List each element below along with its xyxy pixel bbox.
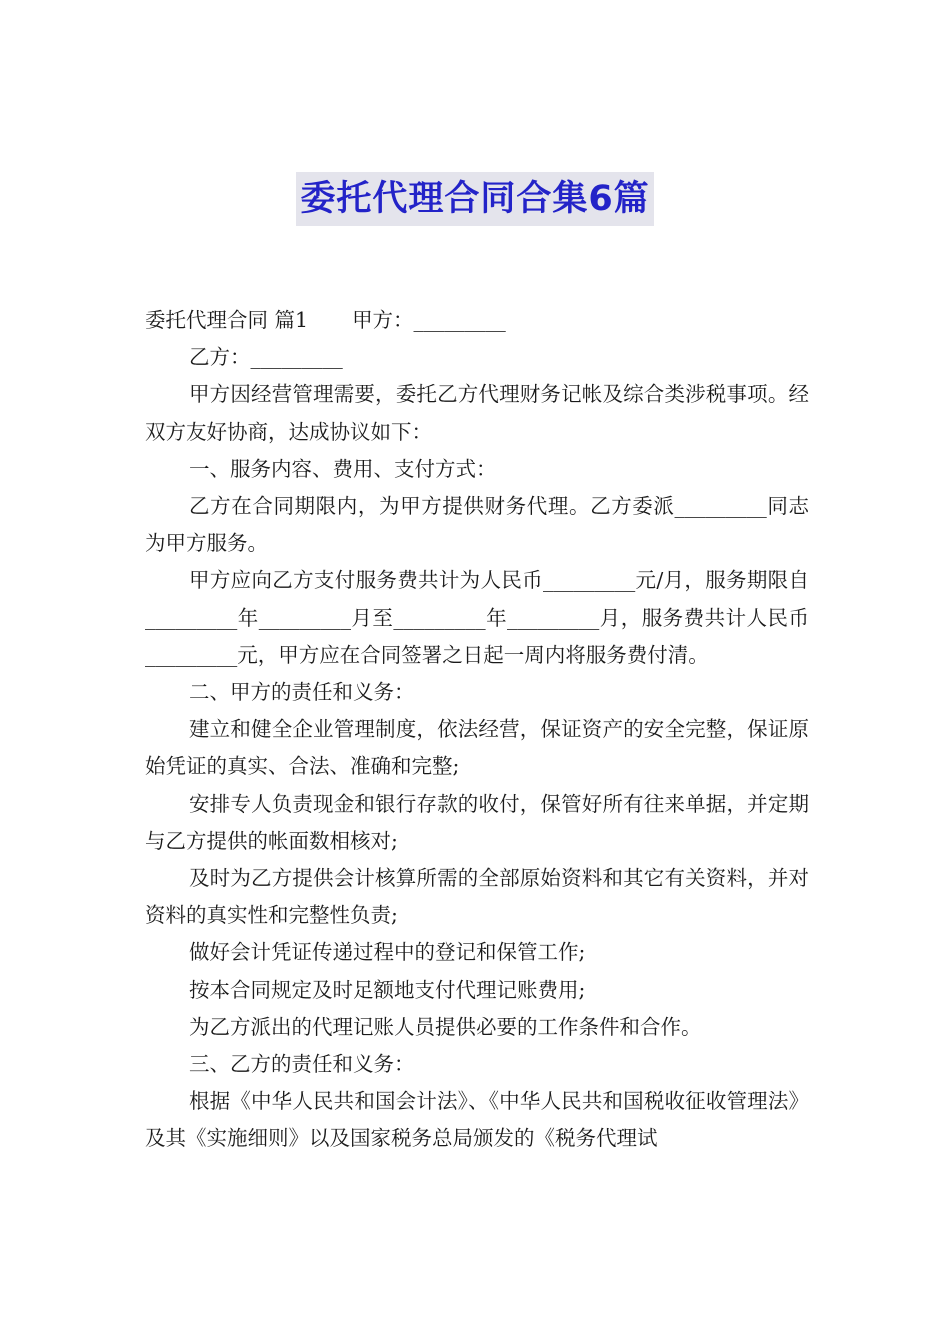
paragraph: 建立和健全企业管理制度，依法经营，保证资产的安全完整，保证原始凭证的真实、合法、准确和完整; [145, 717, 809, 779]
document-body [145, 302, 809, 1158]
paragraph: 根据《中华人民共和国会计法》、《中华人民共和国税收征收管理法》及其《实施细则》以及国家税务总局颁发的《税务代理试 [145, 1089, 809, 1151]
paragraph: 甲方应向乙方支付服务费共计为人民币_________元/月，服务期限自_________年_________月至_________年_________月，服务费共计人民币_________元，甲方应在合同签署之日起一周内将服务费付清。 [145, 568, 809, 667]
contract-heading-line [145, 302, 809, 339]
contract-heading: 委托代理合同 篇1 [145, 308, 309, 332]
party-a-line: 甲方：_________ [352, 308, 506, 332]
paragraph: 及时为乙方提供会计核算所需的全部原始资料和其它有关资料，并对资料的真实性和完整性负责; [145, 866, 809, 928]
document-title: 委托代理合同合集6篇 [296, 172, 653, 226]
paragraph: 乙方在合同期限内，为甲方提供财务代理。乙方委派_________同志为甲方服务。 [145, 494, 809, 556]
section-heading: 二、甲方的责任和义务： [189, 680, 415, 705]
section-heading: 三、乙方的责任和义务： [189, 1052, 415, 1077]
paragraph: 做好会计凭证传递过程中的登记和保管工作; [189, 940, 586, 965]
section-heading: 一、服务内容、费用、支付方式： [189, 456, 497, 481]
title-container [0, 172, 950, 226]
paragraph: 甲方因经营管理需要，委托乙方代理财务记帐及综合类涉税事项。经双方友好协商，达成协议如下： [145, 382, 809, 444]
paragraph: 按本合同规定及时足额地支付代理记账费用; [189, 977, 586, 1002]
paragraph: 安排专人负责现金和银行存款的收付，保管好所有往来单据，并定期与乙方提供的帐面数相核对; [145, 791, 809, 853]
paragraph: 为乙方派出的代理记账人员提供必要的工作条件和合作。 [189, 1014, 702, 1039]
party-b-line: 乙方：_________ [189, 345, 343, 370]
